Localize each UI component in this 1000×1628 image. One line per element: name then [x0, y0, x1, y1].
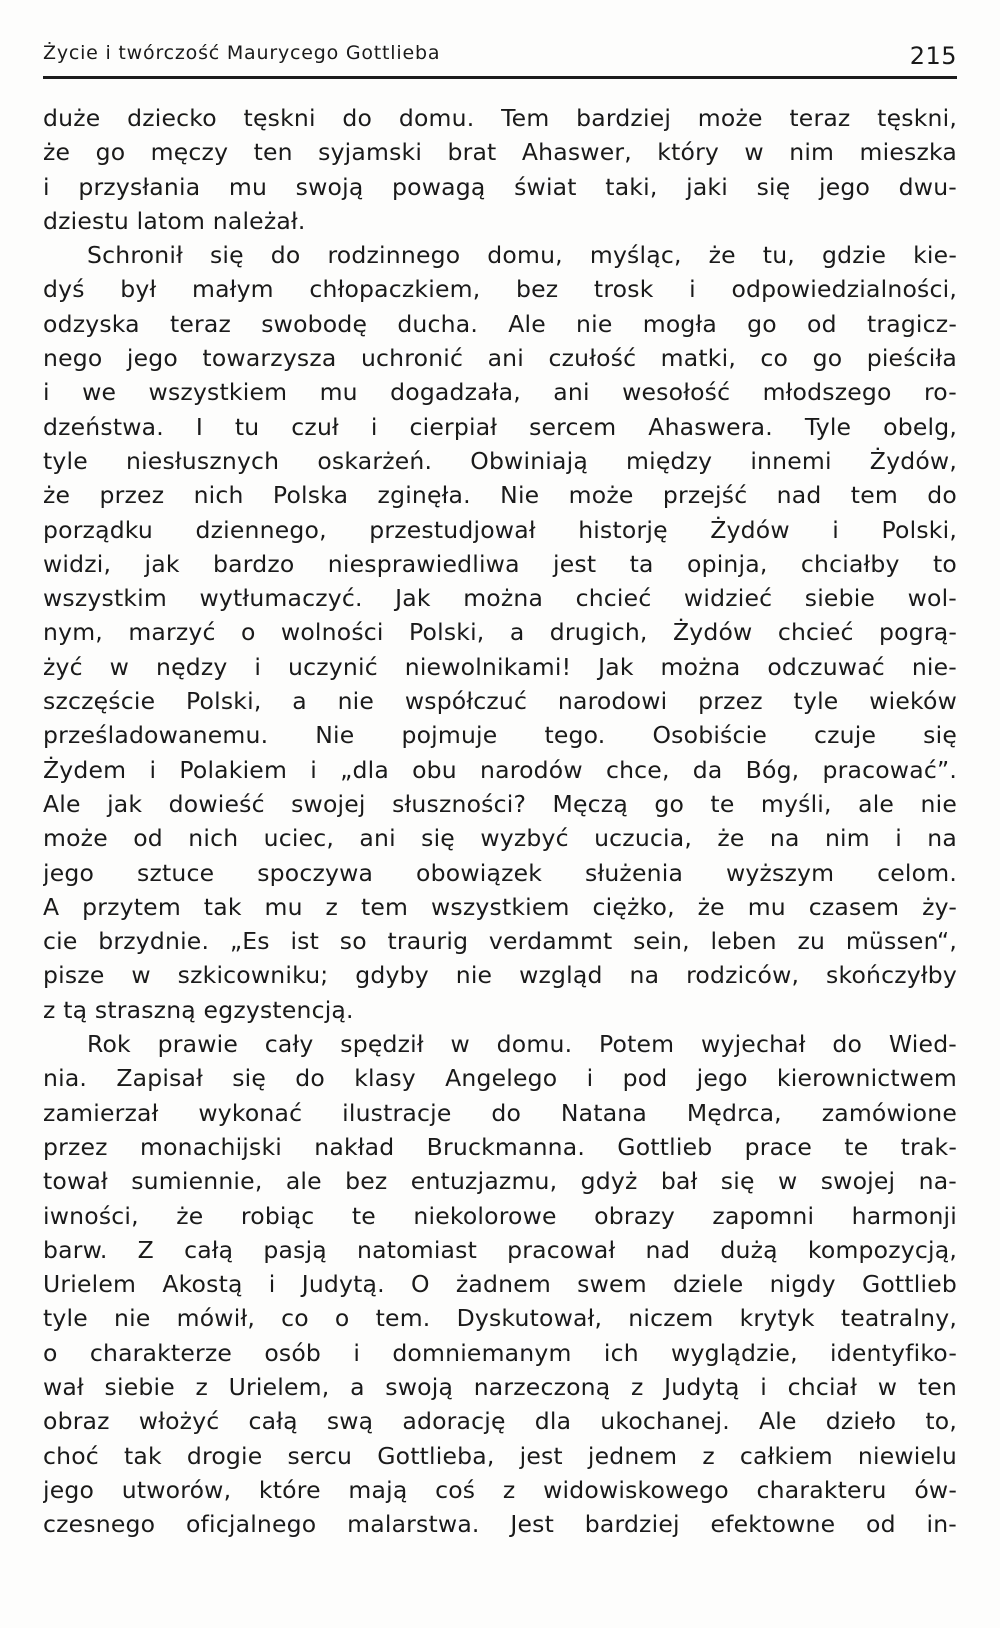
text-line: nego jego towarzysza uchronić ani czułość matki, co go pieściła	[43, 344, 957, 373]
text-line: dzeństwa. I tu czuł i cierpiał sercem Ahaswera. Tyle obelg,	[43, 412, 957, 441]
text-line: z tą straszną egzystencją.	[43, 995, 354, 1024]
text-line: duże dziecko tęskni do domu. Tem bardziej może teraz tęskni,	[43, 104, 957, 132]
text-line: odzyska teraz swobodę ducha. Ale nie mogła go od tragicz-	[43, 309, 957, 338]
text-line: Ale jak dowieść swojej słuszności? Męczą go te myśli, ale nie	[43, 789, 957, 818]
text-line: nym, marzyć o wolności Polski, a drugich, Żydów chcieć pogrą-	[43, 618, 957, 647]
text-line: Urielem Akostą i Judytą. O żadnem swem dziele nigdy Gottlieb	[43, 1270, 957, 1299]
running-head	[43, 38, 957, 78]
running-title: Życie i twórczość Maurycego Gottlieba	[43, 42, 441, 64]
text-line: Schronił się do rodzinnego domu, myśląc, że tu, gdzie kie-	[87, 241, 957, 270]
text-line: nia. Zapisał się do klasy Angelego i pod jego kierownictwem	[43, 1064, 957, 1093]
text-line: szczęście Polski, a nie współczuć narodowi przez tyle wieków	[43, 687, 957, 716]
text-line: tyle niesłusznych oskarżeń. Obwiniają między innemi Żydów,	[43, 446, 957, 475]
text-line: choć tak drogie sercu Gottlieba, jest jednem z całkiem niewielu	[43, 1441, 957, 1470]
text-line: Żydem i Polakiem i „dla obu narodów chce, da Bóg, pracować”.	[43, 755, 957, 784]
body-text	[43, 101, 957, 1541]
text-line: zamierzał wykonać ilustracje do Natana Mędrca, zamówione	[43, 1098, 957, 1127]
text-line: tyle nie mówił, co o tem. Dyskutował, niczem krytyk teatralny,	[43, 1304, 957, 1333]
text-line: czesnego oficjalnego malarstwa. Jest bardziej efektowne od in-	[43, 1510, 957, 1539]
text-line: o charakterze osób i domniemanym ich wyglądzie, identyfiko-	[43, 1338, 957, 1367]
text-line: może od nich uciec, ani się wyzbyć uczucia, że na nim i na	[43, 824, 957, 853]
text-line: jego sztuce spoczywa obowiązek służenia wyższym celom.	[43, 858, 957, 887]
text-line: i we wszystkiem mu dogadzała, ani wesołość młodszego ro-	[43, 378, 957, 407]
text-line: tował sumiennie, ale bez entuzjazmu, gdyż bał się w swojej na-	[43, 1167, 957, 1196]
page-number: 215	[909, 42, 957, 70]
text-line: widzi, jak bardzo niesprawiedliwa jest ta opinja, chciałby to	[43, 549, 957, 578]
text-line: dyś był małym chłopaczkiem, bez trosk i odpowiedzialności,	[43, 275, 957, 304]
text-line: przez monachijski nakład Bruckmanna. Gottlieb prace te trak-	[43, 1132, 957, 1161]
text-line: wał siebie z Urielem, a swoją narzeczoną z Judytą i chciał w ten	[43, 1372, 957, 1401]
text-line: porządku dziennego, przestudjował historję Żydów i Polski,	[43, 515, 957, 544]
header-rule	[43, 76, 957, 79]
text-line: Rok prawie cały spędził w domu. Potem wyjechał do Wied-	[87, 1030, 957, 1059]
text-line: żyć w nędzy i uczynić niewolnikami! Jak można odczuwać nie-	[43, 652, 957, 681]
text-line: A przytem tak mu z tem wszystkiem ciężko, że mu czasem ży-	[43, 892, 957, 921]
text-line: cie brzydnie. „Es ist so traurig verdammt sein, leben zu müssen“,	[43, 927, 957, 956]
text-line: obraz włożyć całą swą adorację dla ukochanej. Ale dzieło to,	[43, 1407, 957, 1436]
text-line: dziestu latom należał.	[43, 206, 306, 235]
text-line: że przez nich Polska zginęła. Nie może przejść nad tem do	[43, 481, 957, 510]
text-line: wszystkim wytłumaczyć. Jak można chcieć widzieć siebie wol-	[43, 584, 957, 613]
text-line: prześladowanemu. Nie pojmuje tego. Osobiście czuje się	[43, 721, 957, 750]
text-line: barw. Z całą pasją natomiast pracował nad dużą kompozycją,	[43, 1235, 957, 1264]
text-line: jego utworów, które mają coś z widowiskowego charakteru ów-	[43, 1475, 957, 1504]
text-line: iwności, że robiąc te niekolorowe obrazy zapomni harmonji	[43, 1201, 957, 1230]
text-line: że go męczy ten syjamski brat Ahaswer, który w nim mieszka	[43, 138, 957, 167]
text-line: i przysłania mu swoją powagą świat taki, jaki się jego dwu-	[43, 172, 957, 201]
text-line: pisze w szkicowniku; gdyby nie wzgląd na rodziców, skończyłby	[43, 961, 957, 990]
